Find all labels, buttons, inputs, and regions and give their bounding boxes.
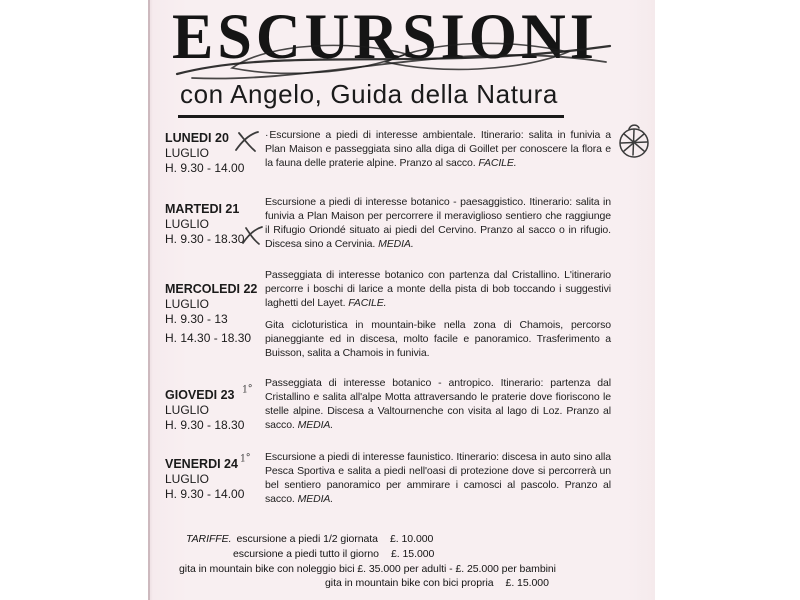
entry-mercoledi-day-block bbox=[165, 282, 267, 327]
tariff-row bbox=[233, 548, 434, 560]
entry-venerdi-description bbox=[265, 450, 611, 506]
entry-text: Escursione a piedi di interesse botanico - paesaggistico. Itinerario: salita in funivia a Plan Maison per percorrere il meraviglioso sentiero che raggiunge il Rifugio Oriondé situato ai piedi del Cervino. Pranzo al sacco o in rifugio. Discesa sino a Cervinia. bbox=[265, 196, 611, 250]
entry-time-label: H. 9.30 - 18.30 bbox=[165, 418, 245, 432]
handwritten-check-icon bbox=[234, 129, 260, 155]
handwritten-check-icon bbox=[241, 224, 264, 248]
entry-day-label: MARTEDI 21 bbox=[165, 202, 240, 216]
difficulty-label: FACILE. bbox=[348, 297, 387, 309]
tariff-price: £. 10.000 bbox=[389, 533, 434, 545]
entry-paragraph bbox=[265, 376, 611, 432]
entry-lunedi-description bbox=[265, 128, 611, 170]
tariff-row bbox=[186, 533, 433, 545]
entry-text: Escursione a piedi di interesse faunistico. Itinerario: discesa in auto sino alla Pesca Sportiva e salita a piedi nell'oasi di protezione dove si percorrerà un bel sentiero panoramico per ammirare i camosci al pascolo. Pranzo al sacco. bbox=[265, 451, 611, 505]
difficulty-label: MEDIA. bbox=[297, 419, 334, 431]
entry-paragraph bbox=[265, 318, 611, 360]
handwritten-note: 1° bbox=[239, 452, 253, 465]
entry-month-label: LUGLIO bbox=[165, 472, 210, 486]
entry-second-time-label: H. 14.30 - 18.30 bbox=[165, 331, 252, 345]
tariff-price: £. 15.000 bbox=[390, 548, 435, 560]
page-subtitle: con Angelo, Guida della Natura bbox=[178, 79, 564, 118]
tariff-row bbox=[179, 563, 556, 575]
tariff-row bbox=[325, 577, 549, 589]
scanned-page bbox=[148, 0, 655, 600]
entry-mercoledi-description-2 bbox=[265, 318, 611, 360]
entry-text: Escursione a piedi di interesse ambientale. Itinerario: salita in funivia a Plan Maison e passeggiata sino alla diga di Goillet per conoscere la flora e la fauna delle praterie alpine. Pranzo al sacco. bbox=[265, 129, 611, 169]
entry-text: Passeggiata di interesse botanico con partenza dal Cristallino. L'itinerario percorre i boschi di larice a monte della pista di bob toccando i suggestivi laghetti del Layet. bbox=[265, 269, 611, 309]
difficulty-label: MEDIA. bbox=[378, 238, 414, 250]
pen-dot-mark: · bbox=[265, 129, 269, 141]
tariff-text: escursione a piedi 1/2 giornata bbox=[236, 533, 378, 545]
entry-paragraph bbox=[265, 195, 611, 251]
entry-martedi-description bbox=[265, 195, 611, 251]
entry-paragraph bbox=[265, 450, 611, 506]
entry-time-label: H. 9.30 - 14.00 bbox=[165, 487, 245, 501]
entry-day-label: LUNEDI 20 bbox=[165, 131, 229, 145]
entry-month-label: LUGLIO bbox=[165, 217, 210, 231]
entry-paragraph bbox=[265, 268, 611, 310]
title-swash-doodle-icon bbox=[174, 38, 612, 80]
entry-day-label: MERCOLEDI 22 bbox=[165, 282, 258, 296]
tariff-text: gita in mountain bike con bici propria bbox=[325, 577, 494, 589]
entry-month-label: LUGLIO bbox=[165, 146, 210, 160]
entry-giovedi-day-block bbox=[165, 388, 267, 433]
entry-venerdi-day-block bbox=[165, 457, 267, 502]
entry-paragraph bbox=[265, 128, 611, 170]
tariff-price: £. 15.000 bbox=[505, 577, 549, 589]
difficulty-label: FACILE. bbox=[478, 157, 517, 169]
entry-month-label: LUGLIO bbox=[165, 297, 210, 311]
entry-text: Gita cicloturistica in mountain-bike nella zona di Chamois, percorso pianeggiante ed in discesa, molto facile e panoramico. Trasferimento a Buisson, salita a Chamois in funivia. bbox=[265, 319, 611, 359]
page-title: ESCURSIONI bbox=[172, 1, 598, 73]
entry-time-label: H. 9.30 - 13 bbox=[165, 312, 228, 326]
tariff-heading: TARIFFE. bbox=[186, 533, 232, 545]
entry-giovedi-description bbox=[265, 376, 611, 432]
entry-month-label: LUGLIO bbox=[165, 403, 210, 417]
difficulty-label: MEDIA. bbox=[297, 493, 334, 505]
entry-time-label: H. 9.30 - 14.00 bbox=[165, 161, 245, 175]
handwritten-note: 1° bbox=[241, 383, 255, 396]
entry-text: Passeggiata di interesse botanico - antropico. Itinerario: partenza dal Cristallino e salita all'alpe Motta attraversando le praterie dove fioriscono le stelle alpine. Discesa a Valtournenche con visita al lago di Loz. Pranzo al sacco. bbox=[265, 377, 611, 431]
entry-time-label: H. 9.30 - 18.30 bbox=[165, 232, 245, 246]
tariff-text: gita in mountain bike con noleggio bici £. 35.000 per adulti - £. 25.000 per bambini bbox=[179, 563, 556, 575]
entry-day-label: VENERDI 24 bbox=[165, 457, 238, 471]
entry-mercoledi-description-1 bbox=[265, 268, 611, 310]
entry-day-label: GIOVEDI 23 bbox=[165, 388, 235, 402]
circled-asterisk-doodle-icon bbox=[616, 120, 653, 162]
tariff-text: escursione a piedi tutto il giorno bbox=[233, 548, 379, 560]
